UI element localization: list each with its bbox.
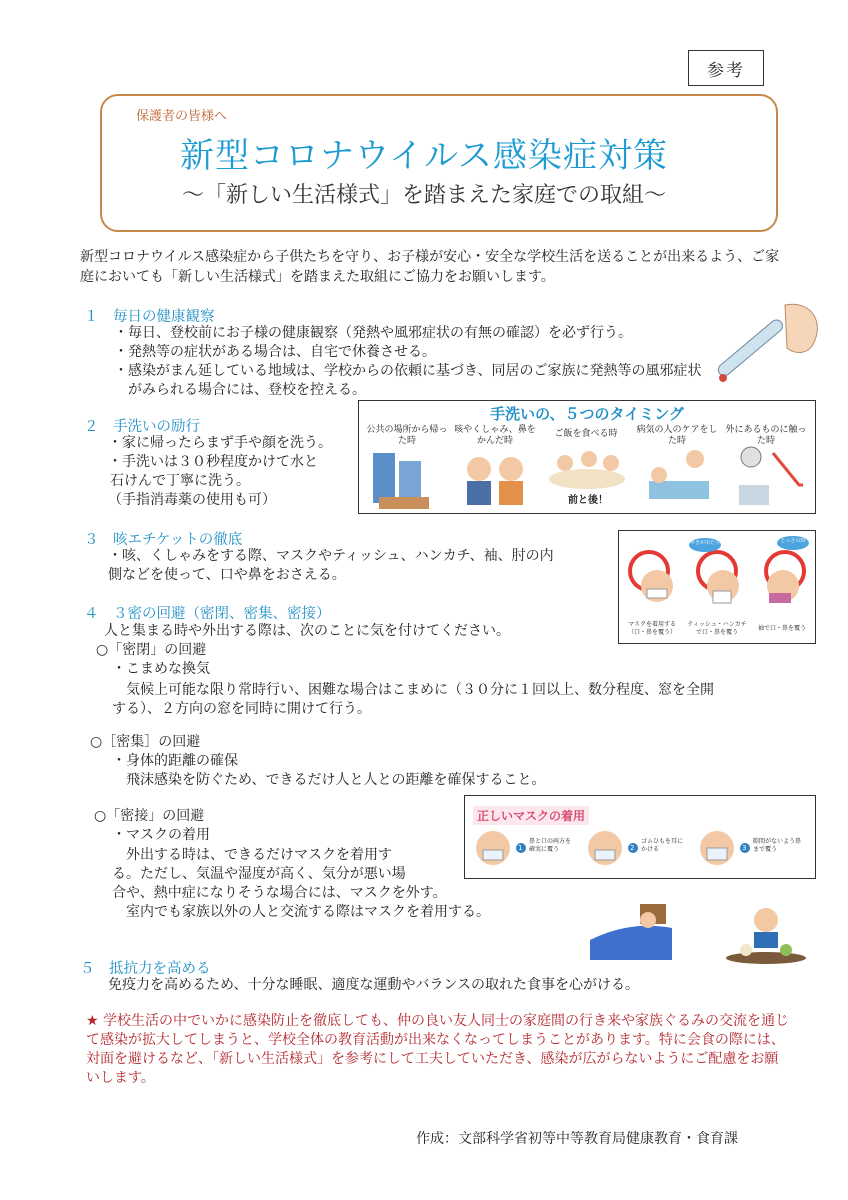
mask-step-number: 2 [630,844,635,852]
mask-panel-title: 正しいマスクの着用 [473,806,589,825]
section-4-intro: 人と集まる時や外出する際は、次のことに気を付けてください。 [104,623,510,639]
timing-label: 外にあるものに触った時 [725,425,807,446]
close-contact-item: ・マスクの着用 [112,827,210,843]
before-after-label: 前と後！ [568,495,608,506]
page-subtitle: ～「新しい生活様式」を踏まえた家庭での取組～ [181,183,666,208]
mask-step-text: 隙間がないよう鼻まで覆う [753,838,802,853]
closing-note: ★ 学校生活の中でいかに感染防止を徹底しても、仲の良い友人同士の家庭間の行き来や家族ぐるみの交流を通じて感染が拡大してしまうと、学校全体の教育活動が出来なくなってしまうことがあります。特に会食の際には、対面を避けるなど、「新しい生活様式」を参考にして工夫していただき、感染が広がらないようにご配慮をお願いします。 [86,1013,789,1086]
mask-step-number: 3 [742,844,747,852]
section-4-heading: ４ ３密の回避（密閉、密集、密接） [84,606,331,622]
footer-credit: 作成：文部科学省初等中等教育局健康教育・食育課 [416,1131,738,1147]
timing-label: 公共の場所から帰った時 [366,425,448,446]
mask-wearing-panel [464,795,816,879]
speech-bubble: とっさの時 [780,538,806,544]
handwash-panel-title: 手洗いの、５つのタイミング [490,405,684,423]
section-2-heading: ２ 手洗いの励行 [84,419,200,435]
timing-label: 咳やくしゃみ、鼻をかんだ時 [454,425,536,446]
crowded-item: ・身体的距離の確保 [112,753,238,769]
crowded-heading: ○［密集］の回避 [90,734,201,750]
close-contact-heading: ○「密接」の回避 [94,808,205,824]
section-1-body: ・毎日、登校前にお子様の健康観察（発熱や風邪症状の有無の確認）を必ず行う。 ・発熱等の症状がある場合は、自宅で休養させる。 ・感染がまん延している地域は、学校からの依頼に基づき、同居のご家族に発熱等の風邪症状 がみられる場合には、登校を控える。 [114,325,702,398]
mask-step-text: 鼻と口の両方を確実に覆う [529,838,572,853]
thermometer-illustration [715,300,825,390]
reference-label: 参考 [688,50,764,86]
etiquette-caption: マスクを着用する（口・鼻を覆う） [627,621,676,636]
close-contact-body: 外出する時は、できるだけマスクを着用す る。ただし、気温や湿度が高く、気分が悪い場 合や、熱中症になりそうな場合には、マスクを外す。 室内でも家族以外の人と交流する際はマスクを着用する。 [112,847,490,920]
mask-step-number: 1 [518,844,523,852]
mask-step-text: ゴムひもを耳にかける [641,838,684,853]
handwash-timing-panel [358,400,816,514]
etiquette-caption: ティッシュ・ハンカチで口・鼻を覆う [687,621,747,636]
section-2-body: ・家に帰ったらまず手や顔を洗う。 ・手洗いは３０秒程度かけて水と 石けんで丁寧に洗う。 （手指消毒薬の使用も可） [108,435,332,508]
intro-text: 新型コロナウイルス感染症から子供たちを守り、お子様が安心・安全な学校生活を送ることが出来るよう、ご家庭においても「新しい生活様式」を踏まえた取組にご協力をお願いします。 [80,249,780,285]
closed-space-item: ・こまめな換気 [112,661,210,677]
timing-label: ご飯を食べる時 [554,429,618,439]
closed-space-body: 気候上可能な限り常時行い、困難な場合はこまめに（３０分に１回以上、数分程度、窓を全開 する）、２方向の窓を同時に開けて行う。 [112,682,714,717]
crowded-body: 飛沫感染を防ぐため、できるだけ人と人との距離を確保すること。 [126,772,546,788]
section-3-body: ・咳、くしゃみをする際、マスクやティッシュ、ハンカチ、袖、肘の内 側などを使って、口や鼻をおさえる。 [108,548,554,583]
sleep-and-meal-illustration [580,900,810,970]
closed-space-heading: ○「密閉」の回避 [96,642,207,658]
section-1-heading: １ 毎日の健康観察 [84,309,215,325]
section-5-body: 免疫力を高めるため、十分な睡眠、適度な運動やバランスの取れた食事を心がける。 [108,977,640,993]
timing-label: 病気の人のケアをした時 [636,425,718,446]
etiquette-caption: 袖で口・鼻を覆う [757,625,806,632]
cough-etiquette-panel [618,530,816,644]
page-title: 新型コロナウイルス感染症対策 [180,136,668,176]
to-parents: 保護者の皆様へ [136,109,228,124]
section-5-heading: ５ 抵抗力を高める [80,961,211,977]
speech-bubble: せきが出たら [689,540,720,546]
section-3-heading: ３ 咳エチケットの徹底 [84,532,243,548]
